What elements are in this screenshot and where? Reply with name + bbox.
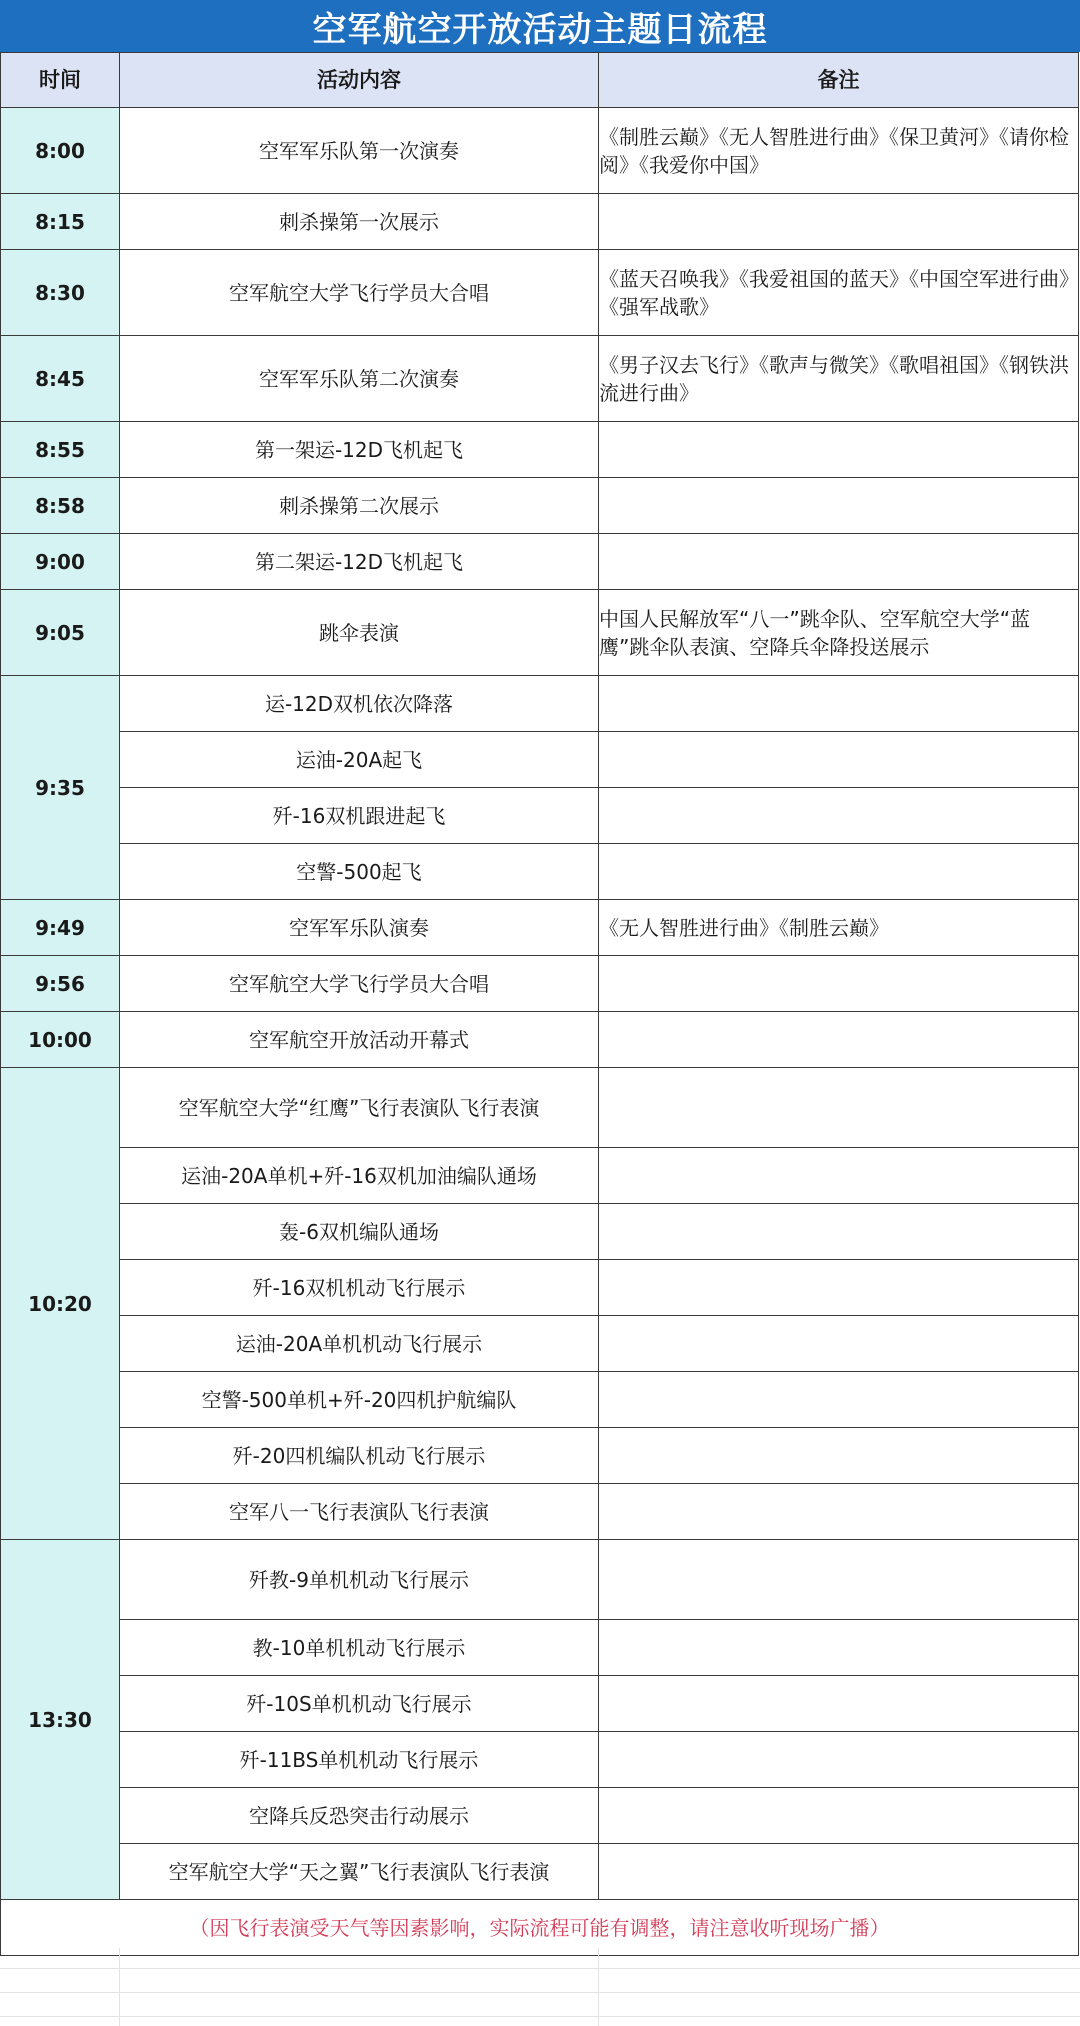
activity-cell: 空军航空大学飞行学员大合唱 [120,250,599,336]
activity-cell: 跳伞表演 [120,590,599,676]
note-cell [599,1372,1079,1428]
note-cell: 《蓝天召唤我》《我爱祖国的蓝天》《中国空军进行曲》《强军战歌》 [599,250,1079,336]
activity-cell: 第一架运-12D飞机起飞 [120,422,599,478]
activity-cell: 运油-20A起飞 [120,732,599,788]
activity-cell: 空军航空开放活动开幕式 [120,1012,599,1068]
activity-cell: 歼-20四机编队机动飞行展示 [120,1428,599,1484]
table-row [1,194,1079,250]
activity-cell: 空军军乐队第一次演奏 [120,108,599,194]
table-row [1,1204,1079,1260]
grid-line [0,2016,1080,2017]
activity-cell: 运-12D双机依次降落 [120,676,599,732]
note-cell [599,1620,1079,1676]
activity-cell: 歼-16双机机动飞行展示 [120,1260,599,1316]
table-row [1,108,1079,194]
time-cell: 8:55 [1,422,120,478]
note-cell [599,1260,1079,1316]
table-row [1,1012,1079,1068]
note-cell [599,1012,1079,1068]
activity-cell: 歼-11BS单机机动飞行展示 [120,1732,599,1788]
table-row [1,788,1079,844]
note-cell [599,1316,1079,1372]
grid-line [0,1968,1080,1969]
activity-cell: 空军军乐队第二次演奏 [120,336,599,422]
activity-cell: 空警-500单机+歼-20四机护航编队 [120,1372,599,1428]
note-cell [599,1068,1079,1148]
table-row [1,844,1079,900]
column-header-activity: 活动内容 [120,53,599,108]
note-cell: 中国人民解放军“八一”跳伞队、空军航空大学“蓝鹰”跳伞队表演、空降兵伞降投送展示 [599,590,1079,676]
column-header-note: 备注 [599,53,1079,108]
table-row [1,1620,1079,1676]
time-cell: 8:58 [1,478,120,534]
time-cell: 9:56 [1,956,120,1012]
table-row [1,676,1079,732]
table-row [1,732,1079,788]
grid-line [598,1948,599,2026]
note-cell [599,1676,1079,1732]
table-row [1,1068,1079,1148]
note-cell: 《男子汉去飞行》《歌声与微笑》《歌唱祖国》《钢铁洪流进行曲》 [599,336,1079,422]
activity-cell: 歼-10S单机机动飞行展示 [120,1676,599,1732]
table-row [1,534,1079,590]
header-row [1,53,1079,108]
activity-cell: 空军军乐队演奏 [120,900,599,956]
note-cell [599,478,1079,534]
note-cell [599,1148,1079,1204]
time-cell: 13:30 [1,1540,120,1900]
note-cell [599,194,1079,250]
note-cell [599,1540,1079,1620]
activity-cell: 教-10单机机动飞行展示 [120,1620,599,1676]
grid-line [119,1948,120,2026]
note-cell [599,732,1079,788]
time-cell: 9:00 [1,534,120,590]
activity-cell: 刺杀操第一次展示 [120,194,599,250]
note-cell: 《制胜云巅》《无人智胜进行曲》《保卫黄河》《请你检阅》《我爱你中国》 [599,108,1079,194]
note-cell: 《无人智胜进行曲》《制胜云巅》 [599,900,1079,956]
time-cell: 10:20 [1,1068,120,1540]
activity-cell: 空军航空大学飞行学员大合唱 [120,956,599,1012]
activity-cell: 第二架运-12D飞机起飞 [120,534,599,590]
time-cell: 9:35 [1,676,120,900]
table-row [1,1732,1079,1788]
table-row [1,1788,1079,1844]
activity-cell: 运油-20A单机+歼-16双机加油编队通场 [120,1148,599,1204]
table-row [1,1148,1079,1204]
activity-cell: 空警-500起飞 [120,844,599,900]
note-cell [599,788,1079,844]
footer-note: （因飞行表演受天气等因素影响，实际流程可能有调整，请注意收听现场广播） [1,1900,1079,1956]
activity-cell: 刺杀操第二次展示 [120,478,599,534]
table-row [1,336,1079,422]
note-cell [599,1484,1079,1540]
table-row [1,422,1079,478]
schedule-table [0,52,1079,1956]
table-row [1,1260,1079,1316]
empty-grid-area [0,1948,1080,2026]
note-cell [599,1844,1079,1900]
table-row [1,1428,1079,1484]
table-row [1,1844,1079,1900]
table-row [1,590,1079,676]
note-cell [599,1788,1079,1844]
note-cell [599,1428,1079,1484]
activity-cell: 空军航空大学“红鹰”飞行表演队飞行表演 [120,1068,599,1148]
grid-line [0,1992,1080,1993]
note-cell [599,844,1079,900]
time-cell: 8:30 [1,250,120,336]
table-row [1,1484,1079,1540]
activity-cell: 轰-6双机编队通场 [120,1204,599,1260]
table-row [1,1676,1079,1732]
activity-cell: 歼-16双机跟进起飞 [120,788,599,844]
table-row [1,900,1079,956]
activity-cell: 空降兵反恐突击行动展示 [120,1788,599,1844]
column-header-time: 时间 [1,53,120,108]
table-row [1,1372,1079,1428]
time-cell: 8:15 [1,194,120,250]
schedule-body [1,108,1079,1956]
time-cell: 9:49 [1,900,120,956]
table-row [1,956,1079,1012]
table-row [1,1316,1079,1372]
note-cell [599,676,1079,732]
note-cell [599,534,1079,590]
table-row [1,1540,1079,1620]
note-cell [599,956,1079,1012]
time-cell: 8:45 [1,336,120,422]
note-cell [599,422,1079,478]
activity-cell: 运油-20A单机机动飞行展示 [120,1316,599,1372]
note-cell [599,1204,1079,1260]
activity-cell: 空军航空大学“天之翼”飞行表演队飞行表演 [120,1844,599,1900]
activity-cell: 空军八一飞行表演队飞行表演 [120,1484,599,1540]
time-cell: 9:05 [1,590,120,676]
activity-cell: 歼教-9单机机动飞行展示 [120,1540,599,1620]
time-cell: 10:00 [1,1012,120,1068]
time-cell: 8:00 [1,108,120,194]
table-row [1,250,1079,336]
table-row [1,478,1079,534]
page-title: 空军航空开放活动主题日流程 [0,0,1080,52]
note-cell [599,1732,1079,1788]
